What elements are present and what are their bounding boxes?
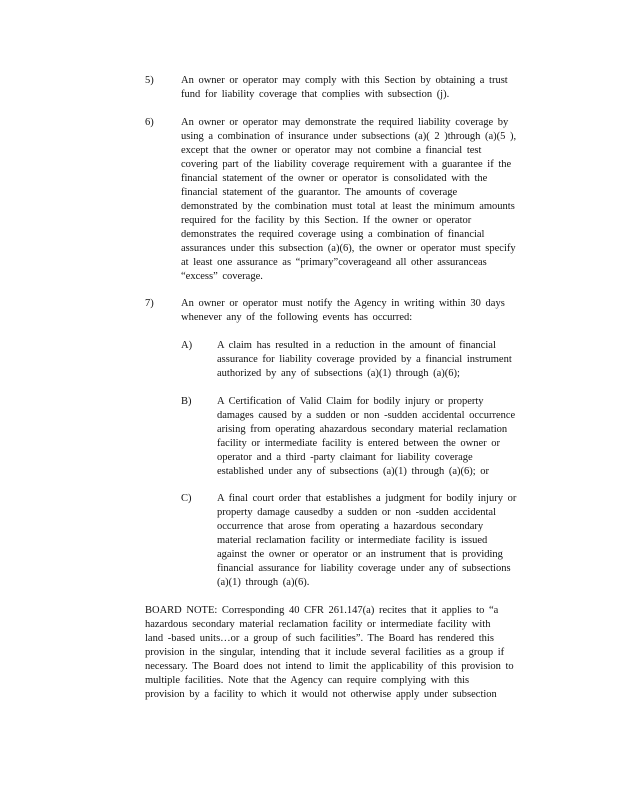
subitem-letter: A) <box>181 340 193 351</box>
text-line: An owner or operator must notify the Agency in writing within 30 days <box>181 298 505 309</box>
text-line: hazardous secondary material reclamation facility or intermediate facility with <box>145 619 491 630</box>
text-line: An owner or operator may comply with this Section by obtaining a trust <box>181 75 508 86</box>
text-line: arising from operating ahazardous secondary material reclamation <box>217 424 508 435</box>
text-line: financial statement of the owner or operator is consolidated with the <box>181 173 488 184</box>
text-line: A final court order that establishes a judgment for bodily injury or <box>217 493 517 504</box>
text-line: financial statement of the guarantor. The amounts of coverage <box>181 187 458 198</box>
text-line: (a)(1) through (a)(6). <box>217 577 310 588</box>
subitem-letter: B) <box>181 396 192 407</box>
text-line: demonstrated by the combination must total at least the minimum amounts <box>181 201 515 212</box>
item-number: 6) <box>145 117 154 128</box>
text-line: established under any of subsections (a)(1) through (a)(6); or <box>217 466 490 477</box>
text-line: fund for liability coverage that complies with subsection (j). <box>181 89 450 100</box>
text-line: A Certification of Valid Claim for bodily injury or property <box>217 396 484 407</box>
text-line: covering part of the liability coverage requirement with a guarantee if the <box>181 159 512 170</box>
text-line: provision in the singular, intending that it include several facilities as a group if <box>145 647 505 658</box>
item-number: 7) <box>145 298 154 309</box>
text-line: authorized by any of subsections (a)(1) through (a)(6); <box>217 368 460 379</box>
text-line: assurances under this subsection (a)(6), the owner or operator must specify <box>181 243 516 254</box>
text-line: operator and a third -party claimant for liability coverage <box>217 452 473 463</box>
item-number: 5) <box>145 75 154 86</box>
text-line: facility or intermediate facility is entered between the owner or <box>217 438 501 449</box>
text-line: necessary. The Board does not intend to limit the applicability of this provision to <box>145 661 514 672</box>
text-line: demonstrates the required coverage using a combination of financial <box>181 229 485 240</box>
text-line: BOARD NOTE: Corresponding 40 CFR 261.147(a) recites that it applies to “a <box>145 605 499 616</box>
text-line: material reclamation facility or intermediate facility is issued <box>217 535 488 546</box>
text-line: property damage causedby a sudden or non -sudden accidental <box>217 507 496 518</box>
text-line: financial assurance for liability coverage under any of subsections <box>217 563 511 574</box>
text-line: occurrence that arose from operating a hazardous secondary <box>217 521 484 532</box>
subitem-letter: C) <box>181 493 192 504</box>
text-line: “excess” coverage. <box>181 271 263 282</box>
text-line: damages caused by a sudden or non -sudden accidental occurrence <box>217 410 516 421</box>
text-line: whenever any of the following events has occurred: <box>181 312 413 323</box>
text-line: provision by a facility to which it would not otherwise apply under subsection <box>145 689 497 700</box>
text-line: required for the facility by this Section. If the owner or operator <box>181 215 472 226</box>
text-line: at least one assurance as “primary”coverageand all other assuranceas <box>181 257 487 268</box>
text-line: A claim has resulted in a reduction in the amount of financial <box>217 340 496 351</box>
text-line: assurance for liability coverage provided by a financial instrument <box>217 354 512 365</box>
text-line: using a combination of insurance under subsections (a)( 2 )through (a)(5 ), <box>181 131 517 142</box>
text-line: multiple facilities. Note that the Agency can require complying with this <box>145 675 470 686</box>
text-line: An owner or operator may demonstrate the required liability coverage by <box>181 117 509 128</box>
text-line: land -based units…or a group of such facilities”. The Board has rendered this <box>145 633 494 644</box>
text-line: except that the owner or operator may not combine a financial test <box>181 145 482 156</box>
text-line: against the owner or operator or an instrument that is providing <box>217 549 503 560</box>
